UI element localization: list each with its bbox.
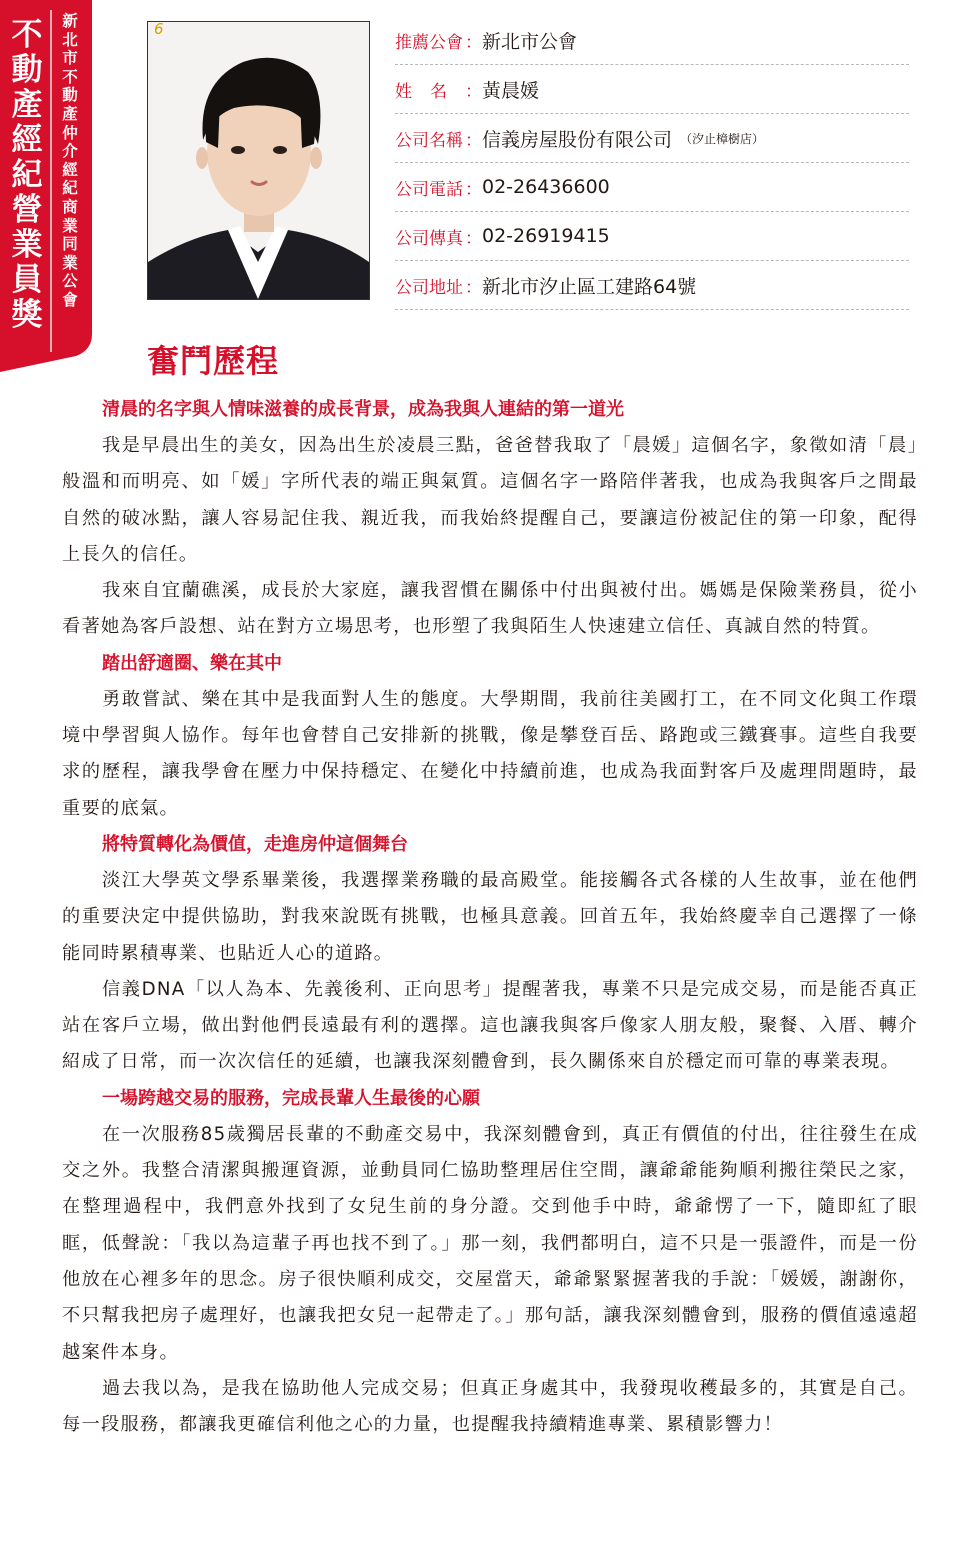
story-paragraph: 過去我以為，是我在協助他人完成交易；但真正身處其中，我發現收穫最多的，其實是自己。每一段服務，都讓我更確信利他之心的力量，也提醒我持續精進專業、累積影響力！ [62,1377,918,1436]
info-row-company [395,114,909,163]
info-value: 黃晨媛 [482,79,540,102]
story-heading: 踏出舒適圈、樂在其中 [102,652,282,674]
award-title: 不動產經紀營業員獎 [11,17,43,333]
info-row-association [395,16,909,65]
story-paragraph: 我來自宜蘭礁溪，成長於大家庭，讓我習慣在關係中付出與被付出。媽媽是保險業務員，從小看著她為客戶設想、站在對方立場思考，也形塑了我與陌生人快速建立信任、真誠自然的特質。 [62,580,918,638]
info-row-phone [395,163,909,212]
info-row-fax [395,212,909,261]
info-row-address [395,261,909,310]
story-heading: 清晨的名字與人情味滋養的成長背景，成為我與人連結的第一道光 [102,399,624,420]
info-value: 新北市公會 [482,30,578,53]
association-name: 新北市不動產仲介經紀商業同業公會 [62,12,78,309]
info-value: 信義房屋股份有限公司 [482,128,673,151]
info-label: 姓 名 ： [395,77,482,102]
info-label: 公司傳真 ： [395,228,482,249]
story-paragraph: 信義DNA「以人為本、先義後利、正向思考」提醒著我，專業不只是完成交易，而是能否真正站在客戶立場，做出對他們長遠最有利的選擇。這也讓我與客戶像家人朋友般，聚餐、入厝、轉介紹成了日常，而一次次信任的延續，也讓我深刻體會到，長久關係來自於穩定而可靠的專業表現。 [62,978,918,1073]
story-heading: 一場跨越交易的服務，完成長輩人生最後的心願 [102,1087,480,1109]
info-row-name [395,65,909,114]
photo-mark: 6 [154,20,164,38]
story-content [62,392,918,1443]
name-label-second: 名 [430,81,447,102]
info-value: 02-26919415 [482,225,610,247]
story-heading: 將特質轉化為價值，走進房仲這個舞台 [102,833,408,855]
portrait-illustration [148,22,369,299]
award-ribbon [0,0,96,372]
section-title: 奮鬥歷程 [147,342,280,380]
name-label-first: 姓 [395,81,412,102]
info-label: 公司名稱 ： [395,130,482,151]
info-label: 推薦公會 ： [395,32,482,53]
info-value: 新北市汐止區工建路64號 [482,275,697,298]
info-label: 公司電話 ： [395,179,482,200]
info-label: 公司地址 ： [395,277,482,298]
branch-note: （汐止樟樹店） [680,131,765,146]
story-paragraph: 我是早晨出生的美女，因為出生於凌晨三點，爸爸替我取了「晨媛」這個名字，象徵如清「晨」般溫和而明亮、如「媛」字所代表的端正與氣質。這個名字一路陪伴著我，也成為我與客戶之間最自然的破冰點，讓人容易記住我、親近我，而我始終提醒自己，要讓這份被記住的第一印象，配得上長久的信任。 [62,435,918,565]
story-paragraph: 在一次服務85歲獨居長輩的不動產交易中，我深刻體會到，真正有價值的付出，往往發生在成交之外。我整合清潔與搬運資源，並動員同仁協助整理居住空間，讓爺爺能夠順利搬往榮民之家，在整理過程中，我們意外找到了女兒生前的身分證。交到他手中時，爺爺愣了一下，隨即紅了眼眶，低聲說：「我以為這輩子再也找不到了。」那一刻，我們都明白，這不只是一張證件，而是一份他放在心裡多年的思念。房子很快順利成交，交屋當天，爺爺緊緊握著我的手說：「媛媛，謝謝你，不只幫我把房子處理好，也讓我把女兒一起帶走了。」那句話，讓我深刻體會到，服務的價值遠遠超越案件本身。 [62,1123,918,1363]
info-table [395,16,909,310]
portrait-photo [147,21,370,300]
story-paragraph: 淡江大學英文學系畢業後，我選擇業務職的最高殿堂。能接觸各式各樣的人生故事，並在他們的重要決定中提供協助，對我來說既有挑戰，也極具意義。回首五年，我始終慶幸自己選擇了一條能同時累積專業、也貼近人心的道路。 [62,869,918,964]
info-value: 02-26436600 [482,176,610,198]
story-paragraph: 勇敢嘗試、樂在其中是我面對人生的態度。大學期間，我前往美國打工，在不同文化與工作環境中學習與人協作。每年也會替自己安排新的挑戰，像是攀登百岳、路跑或三鐵賽事。這些自我要求的歷程，讓我學會在壓力中保持穩定、在變化中持續前進，也成為我面對客戶及處理問題時，最重要的底氣。 [62,688,918,819]
